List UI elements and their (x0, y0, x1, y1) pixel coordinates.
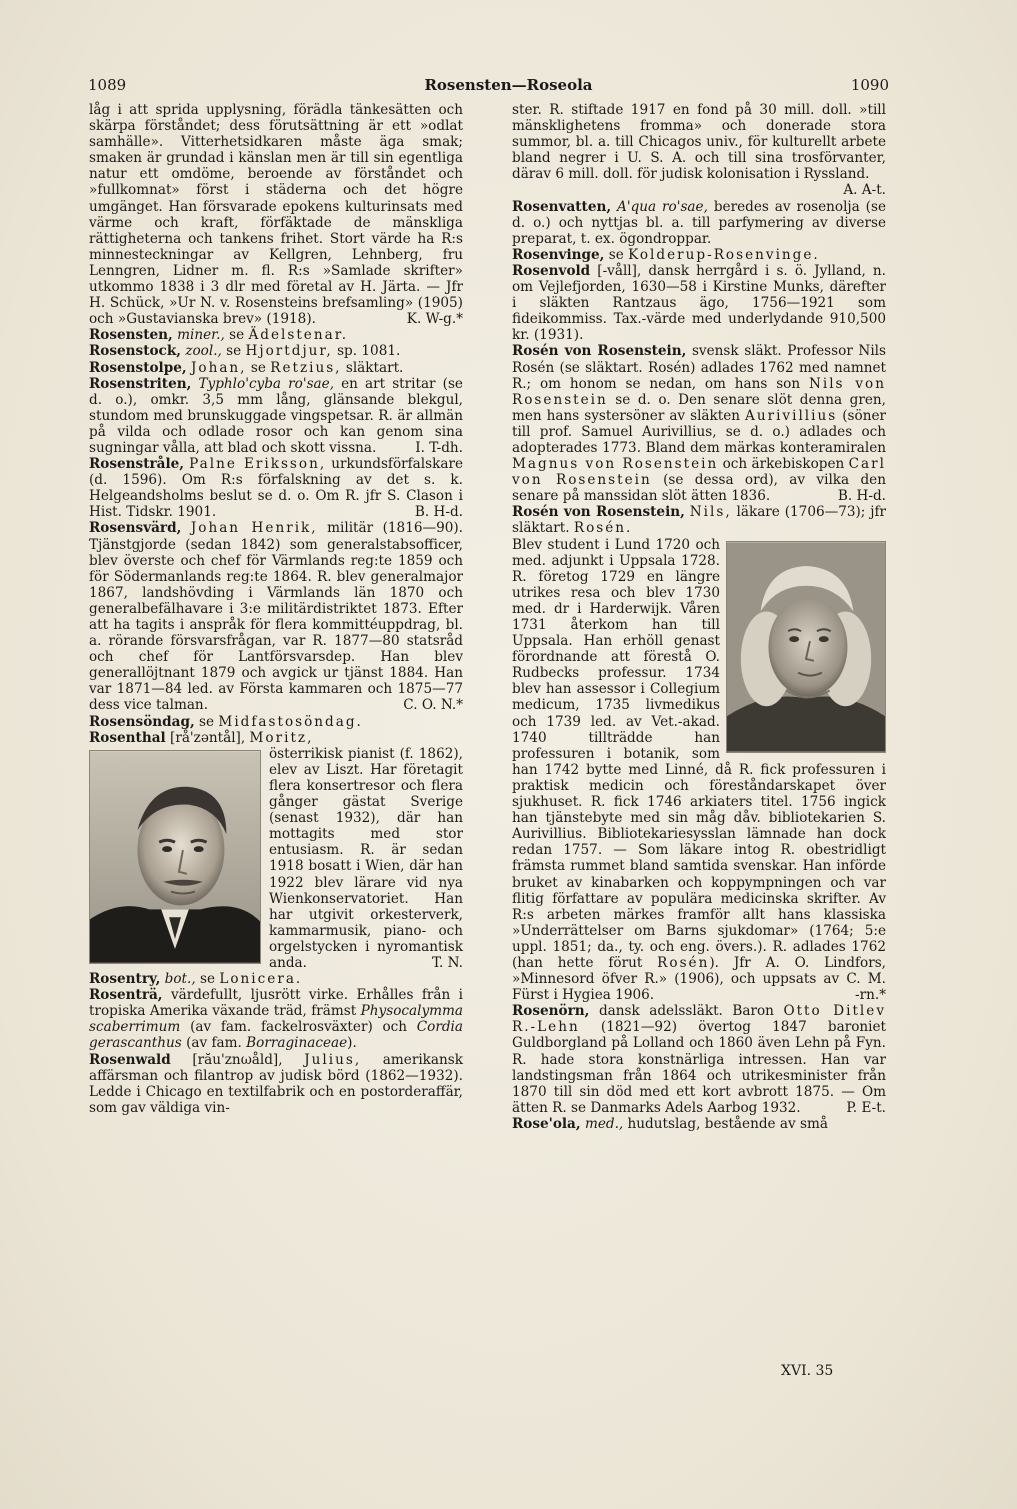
headword: Rosentry, (89, 971, 161, 988)
cross-reference: Hjortdjur, (245, 343, 333, 360)
author-signature: I. T-dh. (415, 439, 463, 456)
headword: Rosenvatten, (512, 198, 612, 215)
headword: Rosenstriten, (89, 375, 192, 392)
entry-continuation: låg i att sprida upplysning, förädla tänkesätten och skärpa förståndet; dess förutsättning är ett »odlat samhälle». Vitterhetsidkaren måste äga smak; smaken är grundad i känslan men är till sin egentliga natur ett omdöme, beroende av förståndet och »fullkomnat» först i städerna och det högre umgänget. Han försvarade epokens kulturinsats med värme och kraft, förfäktade de mänskliga rättigheterna och tankens frihet. Stort värde ha R:s minnesteckningar av Kellgren, Lehnberg, fru Lenngren, Lidner m. fl. R:s »Samlade skrifter» utkommo 1838 i 3 dlr med företal av H. Järta. — Jfr H. Schück, »Ur N. v. Rosensteins brefsamling» (1905) och »Gustavianska brev» (1918). K. W-g.* (89, 102, 463, 328)
entry-rosensten: Rosensten, miner., se Ädelstenar. (89, 327, 349, 344)
entry-rosentra: Rosenträ, värdefullt, ljusrött virke. Erhålles från i tropiska Amerika växande träd, främst Physocalymma scaberrimum (av fam. fackelrosväxter) och Cordia gerascanthus (av fam. Borraginaceae). (89, 987, 464, 1052)
author-signature: C. O. N.* (403, 697, 463, 714)
entry-rosensondag: Rosensöndag, se Midfastosöndag. (89, 713, 363, 730)
entry-rosenwald: Rosenwald [rău'znωåld], Julius, amerikansk affärsman och filantrop av judisk börd (1862—1932). Ledde i Chicago en textilfabrik och en postorderaffär, som gav väldiga vin- (89, 1051, 463, 1116)
headword: Rosenvold (512, 262, 591, 279)
entry-rosensvard: Rosensvärd, Johan Henrik, militär (1816—90). Tjänstgjorde (sedan 1842) som generalstabsofficer, blev överste och chef för Värmlands reg:te 1859 och för Södermanlands reg:te 1864. R. blev generalmajor 1867, landshövding i Värmlands län 1870 och generalbefälhavare i 3:e militärdistriktet 1873. Efter att ha tagits i anspråk för flera kommittéuppdrag, bl. a. rörande försvarsfrågan, var R. 1877—80 statsråd och chef för Lantförsvarsdep. Han blev generallöjtnant 1879 och avgick ur tjänst 1884. Han var 1871—84 led. av Första kammaren och 1875—77 dess vice talman. C. O. N.* (89, 520, 464, 714)
entry-rosenstriten: Rosenstriten, Typhlo'cyba ro'sae, en art stritar (se d. o.), omkr. 3,5 mm lång, glänsande blekgul, stundom med brunskuggade vingspetsar. R. är allmän på vilda och odlade rosor och kan genom sina sugningar vålla, att blad och skott vissna. I. T-dh. (89, 375, 463, 456)
entry-continuation: ster. R. stiftade 1917 en fond på 30 mill. doll. »till mänsklighetens fromma» och donerade stora summor, bl. a. till Chicagos univ., för kulturellt arbete bland negrer i U. S. A. och till sina trosförvanter, därav 6 mill. doll. för judisk kolonisation i Ryssland. A. A-t. (512, 102, 886, 199)
headword: Rosenthal (89, 729, 166, 746)
headword: Rosensten, (89, 327, 173, 344)
entry-rosentry: Rosentry, bot., se Lonicera. (89, 971, 303, 988)
cross-reference: Kolderup-Rosenvinge. (628, 246, 820, 263)
entry-rosenvold: Rosenvold [-våll], dansk herrgård i s. ö. Jylland, n. om Vejlefjorden, 1630—58 i Kirstine Munks, därefter i släkten Rantzaus ägo, 1756—1921 som fideikommiss. Tax.-värde med underlydande 910,500 kr. (1931). (512, 262, 886, 344)
portrait-rosenthal-image (89, 750, 261, 964)
headword: Rosenstock, (89, 343, 181, 360)
headword: Rosén von Rosenstein, (512, 504, 685, 521)
author-signature: -rn.* (855, 987, 886, 1004)
entry-rosenvinge: Rosenvinge, se Kolderup-Rosenvinge. (512, 246, 820, 263)
cross-reference: Midfastosöndag. (218, 713, 363, 730)
left-page-number: 1089 (88, 76, 127, 94)
author-signature: P. E-t. (846, 1099, 886, 1116)
entry-rosenorn: Rosenörn, dansk adelssläkt. Baron Otto Ditlev R.-Lehn (1821—92) övertog 1847 baroniet Guldborgland på Lolland och 1860 även Lehn på Fyn. R. hade stora konstnärliga intressen. Han var landstingsman från 1864 och utrikesminister från 1870 till sin död med ett kort avbrott 1875. — Om ätten R. se Danmarks Adels Aarbog 1932. P. E-t. (512, 1003, 887, 1116)
entry-rosenvatten: Rosenvatten, A'qua ro'sae, beredes av rosenolja (se d. o.) och nyttjas bl. a. till parfymering av diverse preparat, t. ex. ögondroppar. (512, 198, 886, 247)
entry-rosen-von-rosenstein-family: Rosén von Rosenstein, svensk släkt. Professor Nils Rosén (se släktart. Rosén) adlades 1762 med namnet R.; om honom se nedan, om hans son Nils von Rosenstein se d. o. Den senare slöt denna gren, men hans systersöner av släkten Aurivillius (söner till prof. Samuel Aurivillius, se d. o.) adlades och adopterades 1773. Bland dem märkas konteramiralen Magnus von Rosenstein och ärkebiskopen Carl von Rosenstein (se dessa ord), av vilka den senare på manssidan slöt ätten 1836. B. H-d. (512, 343, 886, 505)
headword: Rosensöndag, (89, 713, 195, 730)
headword: Rosenstråle, (89, 456, 184, 473)
author-signature: B. H-d. (414, 504, 463, 521)
entry-rosenstolpe: Rosenstolpe, Johan, se Retzius, släktart. (89, 359, 404, 376)
signature-mark: XVI. 35 (781, 1363, 834, 1379)
headword: Rosenstolpe, (89, 359, 187, 376)
cross-reference: Retzius, (270, 359, 342, 376)
right-page-number: 1090 (850, 76, 889, 94)
entry-rosenstock: Rosenstock, zool., se Hjortdjur, sp. 1081. (89, 343, 401, 360)
headword: Rosenwald (89, 1051, 171, 1068)
cross-reference: Ädelstenar. (248, 327, 349, 344)
headword: Rosén von Rosenstein, (512, 343, 687, 360)
headword: Rose'ola, (512, 1115, 581, 1132)
author-signature: B. H-d. (837, 488, 886, 505)
entry-rosenthal: Rosenthal [rå'zəntål], Moritz, österrikisk pianist (f. 1862), elev av Liszt. Har företagit flera konsertresor och flera gånger gästat Sverige (senast 1932), där han mottagits med stor entusiasm. R. är sedan 1918 bosatt i Wien, där han 1922 blev lärare vid nya Wienkonservatoriet. Han har utgivit orkesterverk, kammarmusik, piano- och orgelstycken i nyromantisk anda. T. N. (89, 729, 463, 971)
author-signature: K. W-g.* (406, 311, 463, 328)
headword: Rosensvärd, (89, 520, 182, 537)
headword: Rosenörn, (512, 1003, 590, 1020)
cross-reference: Lonicera. (219, 971, 303, 988)
left-column (89, 102, 463, 1116)
portrait-rosenstein-image (726, 541, 886, 753)
running-title: Rosensten—Roseola (424, 76, 593, 94)
entry-roseola: Rose'ola, med., hudutslag, bestående av små (512, 1115, 828, 1132)
headword: Rosenvinge, (512, 246, 605, 263)
author-signature: T. N. (431, 954, 463, 971)
right-column (512, 102, 886, 1132)
entry-rosen-von-rosenstein-nils: Rosén von Rosenstein, Nils, läkare (1706—73); jfr släktart. Rosén. Blev student i Lund 1720 och med. adjunkt i Uppsala 1728. R. företog 1729 en längre utrikes resa och blev 1730 med. dr i Harderwijk. Våren 1731 återkom han till Uppsala. Han erhöll genast förordnande att förestå O. Rudbecks professur. 1734 blev han assessor i Collegium medicum, 1735 livmedikus och 1739 led. av Vet.-akad. 1740 tillträdde han professuren i botanik, som han 1742 bytte med Linné, då R. fick professuren i praktisk medicin och föreståndarskapet över sjukhuset. R. fick 1746 arkiaters titel. 1756 ingick han tjänstebyte med sin måg dåv. bibliotekarien S. Aurivillius. Bibliotekariesysslan lämnade han dock redan 1757. — Som läkare intog R. obestridligt främsta rummet bland samtida svenskar. Han införde bruket av kinabarken och koppympningen och var flitig författare av populära medicinska skrifter. Av R:s arbeten märkes framför allt hans klassiska »Underrättelser om Barns sjukdomar» (1764; 5:e uppl. 1851; da., ty. och eng. övers.). R. adlades 1762 (han hette förut Rosén). Jfr A. O. Lindfors, »Minnesord öfver R.» (1906), och uppsats av C. M. Fürst i Hygiea 1906. -rn.* (512, 504, 887, 1004)
entry-rosenstrale: Rosenstråle, Palne Eriksson, urkundsförfalskare (d. 1596). Om R:s förfalskning av det s. k. Helgeandsholms beslut se d. o. Om R. jfr S. Clason i Hist. Tidskr. 1901. B. H-d. (89, 456, 463, 521)
headword: Rosenträ, (89, 987, 163, 1004)
author-signature: A. A-t. (843, 182, 886, 199)
